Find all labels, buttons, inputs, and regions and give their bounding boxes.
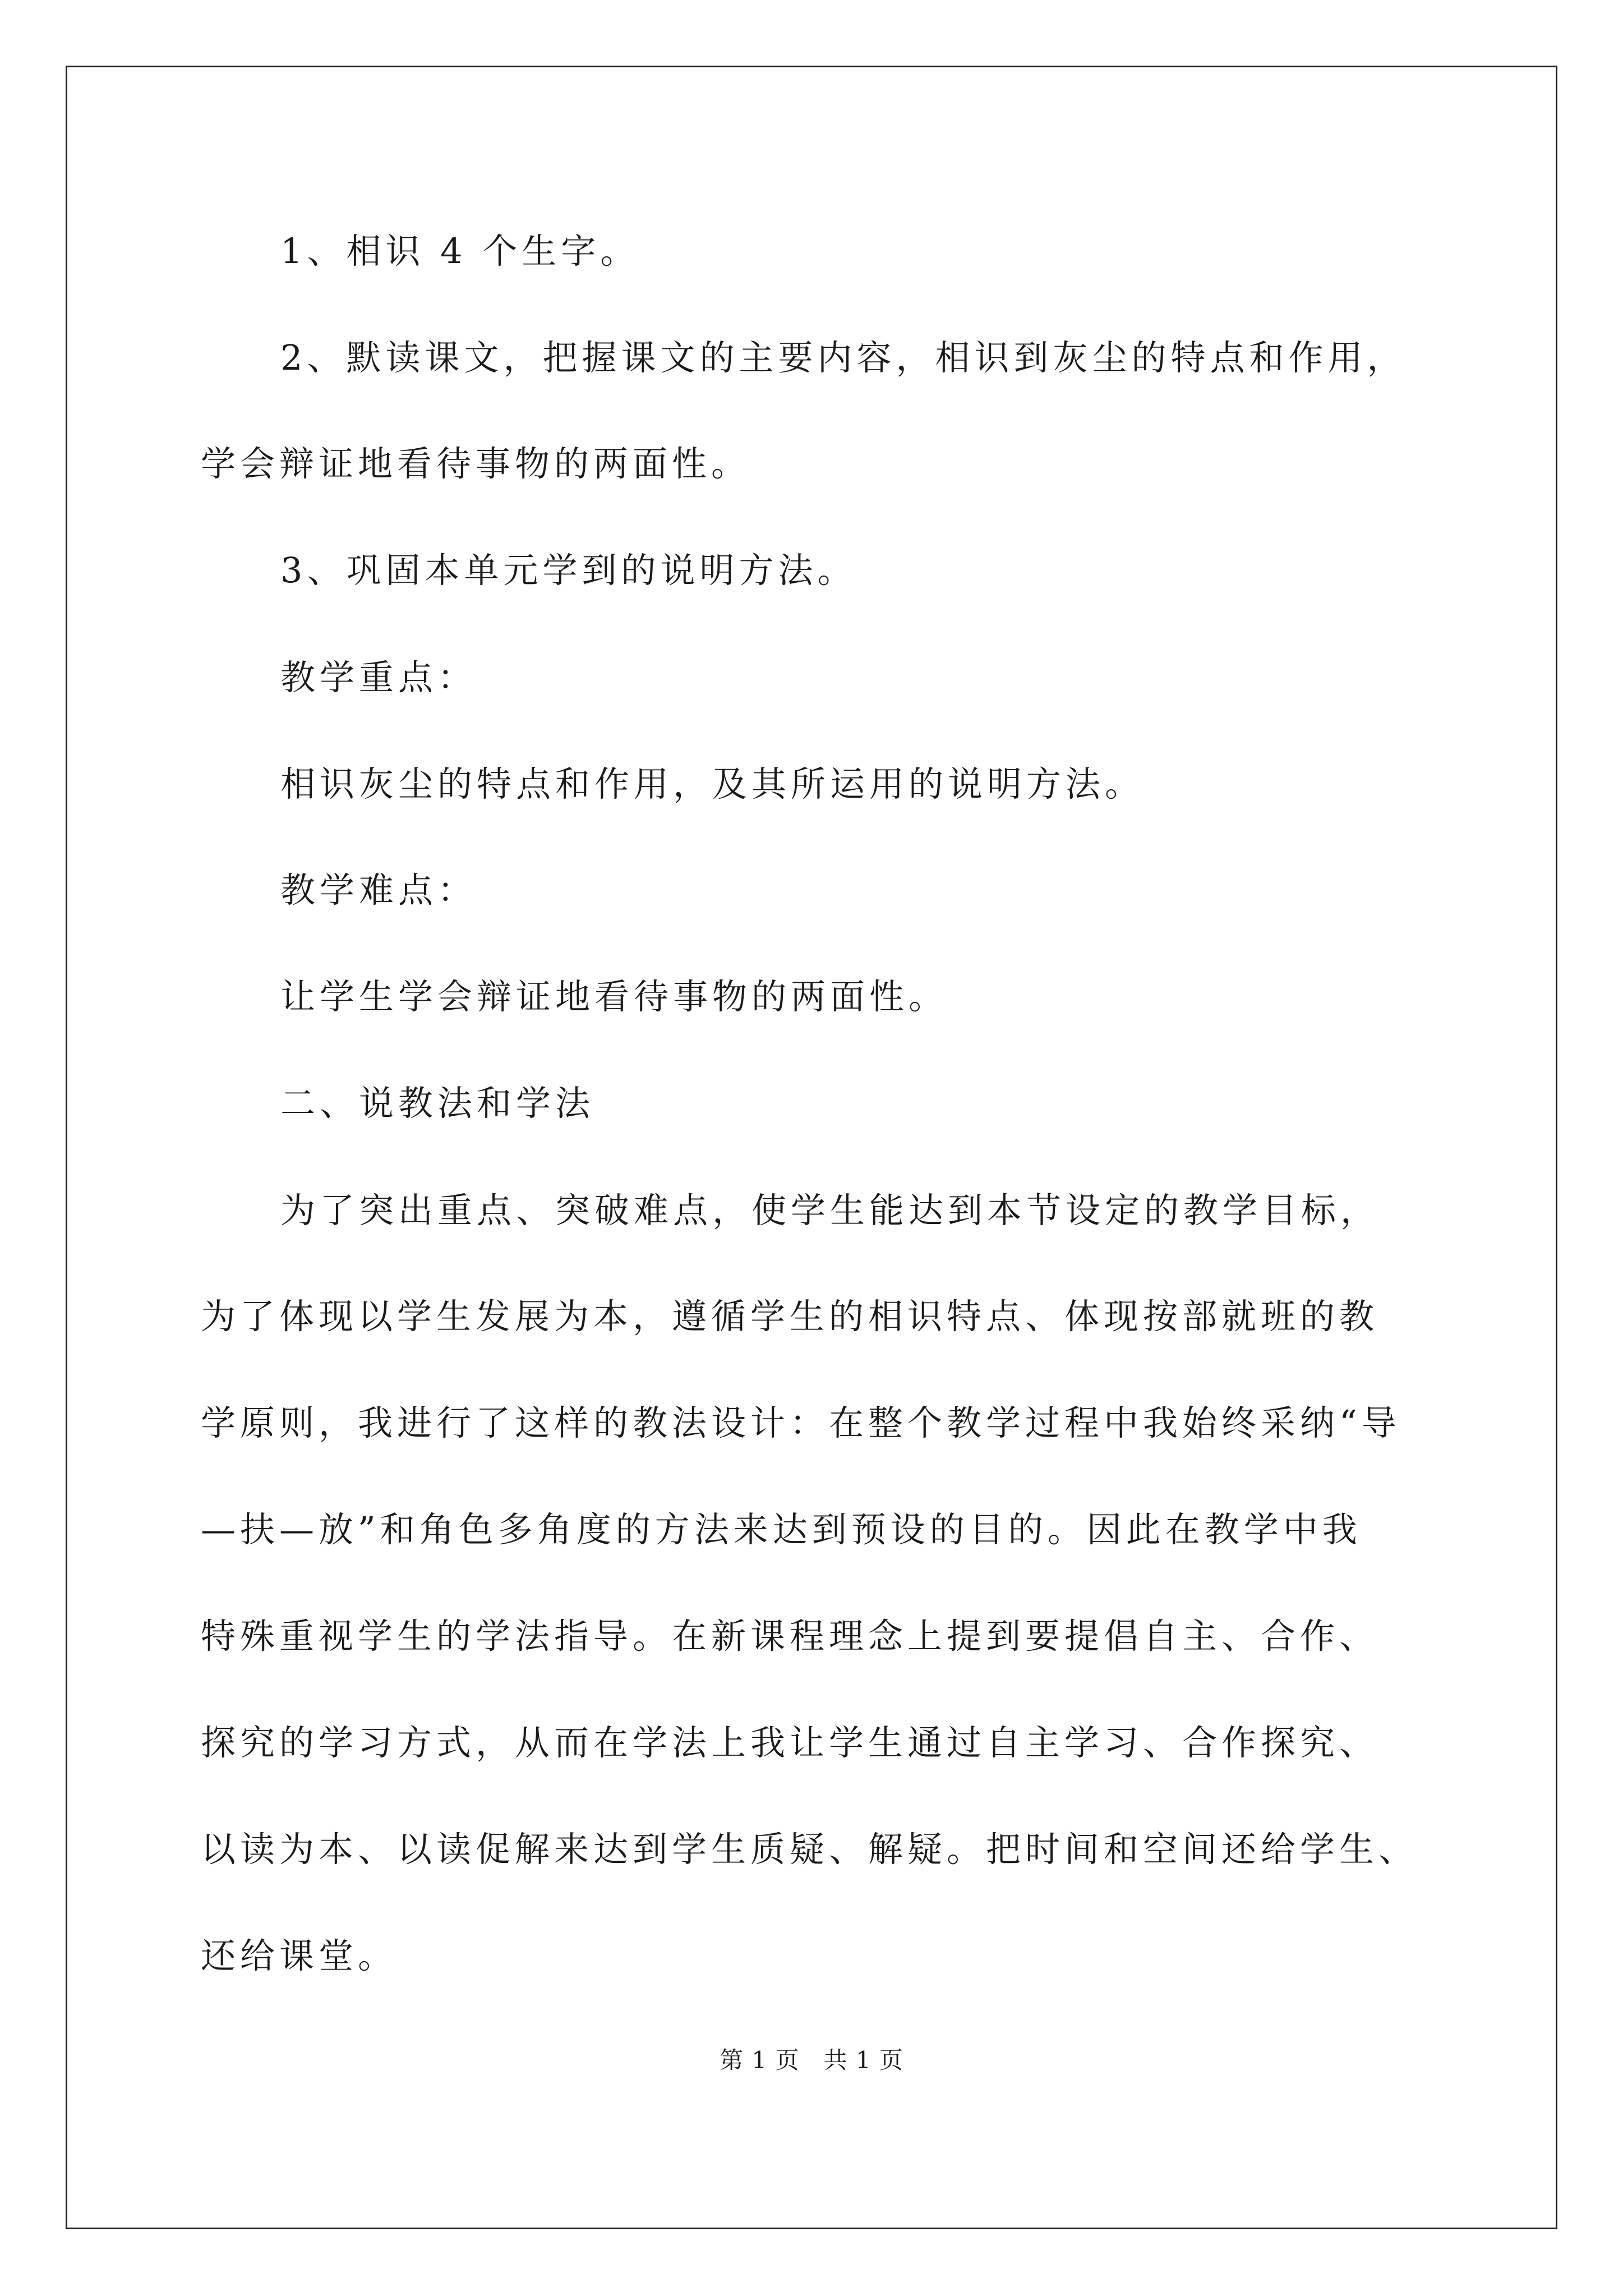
paragraph-line: 为了突出重点、突破难点，使学生能达到本节设定的教学目标， (280, 1190, 1380, 1231)
paragraph-line: 还给课堂。 (201, 1935, 398, 1976)
list-item-3: 3、巩固本单元学到的说明方法。 (280, 550, 857, 591)
paragraph-line: 学原则，我进行了这样的教法设计：在整个教学过程中我始终采纳“导 (201, 1402, 1401, 1443)
section-heading-difficulties: 教学难点： (280, 869, 477, 910)
section-heading-methods: 二、说教法和学法 (280, 1083, 595, 1124)
paragraph-line: 让学生学会辩证地看待事物的两面性。 (280, 976, 948, 1017)
page-number-footer: 第 1 页 共 1 页 (720, 2046, 903, 2074)
paragraph-line: 相识灰尘的特点和作用，及其所运用的说明方法。 (280, 763, 1145, 804)
paragraph-line: 以读为本、以读促解来达到学生质疑、解疑。把时间和空间还给学生、 (201, 1829, 1418, 1870)
paragraph-line: —扶—放”和角色多角度的方法来达到预设的目的。因此在教学中我 (201, 1509, 1362, 1550)
paragraph-line: 探究的学习方式，从而在学法上我让学生通过自主学习、合作探究、 (201, 1722, 1379, 1763)
list-item-2: 2、默读课文，把握课文的主要内容，相识到灰尘的特点和作用， (280, 337, 1407, 378)
list-item-1: 1、相识 4 个生字。 (280, 231, 640, 272)
paragraph-line: 学会辩证地看待事物的两面性。 (201, 443, 751, 484)
section-heading-key-points: 教学重点： (280, 657, 477, 698)
page-border (66, 66, 1557, 2229)
paragraph-line: 特殊重视学生的学法指导。在新课程理念上提到要提倡自主、合作、 (201, 1616, 1379, 1657)
paragraph-line: 为了体现以学生发展为本，遵循学生的相识特点、体现按部就班的教 (201, 1296, 1379, 1337)
